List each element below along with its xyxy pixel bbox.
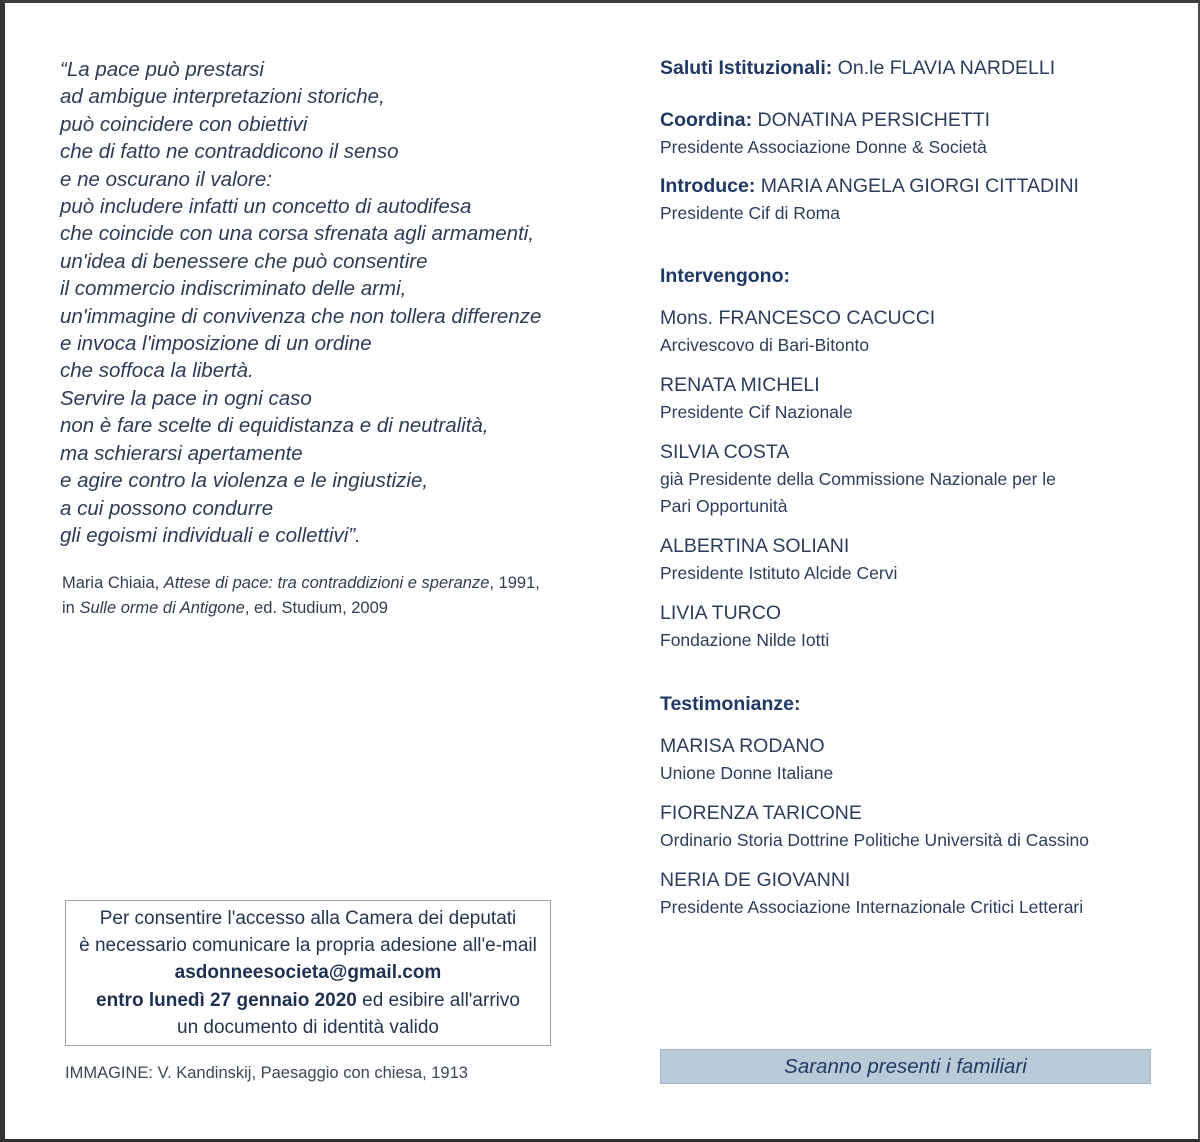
speaker-name: LIVIA TURCO bbox=[660, 602, 782, 624]
quote-line: ma schierarsi apertamente bbox=[60, 441, 303, 465]
email-address: asdonneesocieta@gmail.com bbox=[174, 962, 442, 984]
deadline-rest: ed esibire all'arrivo bbox=[356, 989, 520, 1011]
quote-line: e ne oscurano il valore: bbox=[60, 167, 272, 191]
speaker-role: Presidente Istituto Alcide Cervi bbox=[660, 563, 898, 583]
speaker-name: SILVIA COSTA bbox=[660, 441, 790, 463]
attribution-work-title: Attese di pace: tra contraddizioni e speranze bbox=[163, 574, 490, 592]
attribution-author: Maria Chiaia, bbox=[62, 574, 164, 592]
speaker-entry bbox=[660, 733, 1165, 787]
speaker-role: Unione Donne Italiane bbox=[660, 763, 834, 783]
access-line: è necessario comunicare la propria adesione all'e-mail bbox=[79, 935, 537, 957]
introduce-line bbox=[660, 173, 1165, 200]
quote-line: a cui possono condurre bbox=[60, 496, 274, 520]
quote-line: un'immagine di convivenza che non tollera differenze bbox=[60, 304, 542, 328]
quote-line: gli egoismi individuali e collettivi”. bbox=[60, 523, 361, 547]
speaker-entry bbox=[660, 600, 1165, 654]
program-saluti bbox=[660, 55, 1165, 82]
quote-line: che soffoca la libertà. bbox=[60, 359, 254, 383]
quote-line: e invoca l'imposizione di un ordine bbox=[60, 332, 372, 356]
speaker-name: FIORENZA TARICONE bbox=[660, 802, 862, 824]
section-title-intervengono: Intervengono: bbox=[660, 265, 790, 287]
saluti-label: Saluti Istituzionali: bbox=[660, 57, 833, 79]
deadline-date: entro lunedì 27 gennaio 2020 bbox=[96, 989, 357, 1011]
speaker-role: Fondazione Nilde Iotti bbox=[660, 630, 830, 650]
speaker-role: Presidente Cif Nazionale bbox=[660, 402, 853, 422]
attribution-publisher: , ed. Studium, 2009 bbox=[244, 599, 388, 617]
family-presence-banner: Saranno presenti i familiari bbox=[660, 1049, 1151, 1084]
coordina-label: Coordina: bbox=[660, 109, 753, 131]
speaker-name: ALBERTINA SOLIANI bbox=[660, 535, 850, 557]
quote-line: può includere infatti un concetto di autodifesa bbox=[60, 195, 472, 219]
speaker-entry bbox=[660, 372, 1165, 426]
coordina-value: DONATINA PERSICHETTI bbox=[752, 109, 991, 131]
program-introduce bbox=[660, 173, 1165, 227]
introduce-value: MARIA ANGELA GIORGI CITTADINI bbox=[755, 175, 1079, 197]
speaker-role: già Presidente della Commissione Nazionale per le Pari Opportunità bbox=[660, 469, 1056, 516]
quote-line: “La pace può prestarsi bbox=[60, 58, 264, 81]
speaker-name: RENATA MICHELI bbox=[660, 374, 820, 396]
access-deadline-line bbox=[66, 987, 550, 1014]
speaker-name: MARISA RODANO bbox=[660, 735, 825, 757]
quote-attribution bbox=[62, 571, 582, 621]
quote-line: un'idea di benessere che può consentire bbox=[60, 249, 428, 273]
section-title-testimonianze: Testimonianze: bbox=[660, 693, 801, 715]
peace-quote bbox=[60, 56, 580, 549]
program-coordina bbox=[660, 107, 1165, 161]
speaker-role: Ordinario Storia Dottrine Politiche Università di Cassino bbox=[660, 830, 1089, 850]
access-info-box bbox=[65, 900, 551, 1046]
access-line: Per consentire l'accesso alla Camera dei deputati bbox=[99, 907, 517, 929]
quote-line: Servire la pace in ogni caso bbox=[60, 386, 312, 410]
access-email bbox=[66, 959, 550, 986]
speaker-entry bbox=[660, 533, 1165, 587]
saluti-value: On.le FLAVIA NARDELLI bbox=[832, 57, 1056, 79]
quote-line: può coincidere con obiettivi bbox=[60, 112, 308, 136]
coordina-line bbox=[660, 107, 1165, 134]
speaker-name: Mons. FRANCESCO CACUCCI bbox=[660, 307, 936, 329]
quote-line: il commercio indiscriminato delle armi, bbox=[60, 277, 407, 301]
quote-line: che coincide con una corsa sfrenata agli armamenti, bbox=[60, 222, 535, 246]
attribution-year: , 1991, bbox=[489, 574, 540, 592]
speaker-entry bbox=[660, 305, 1165, 359]
access-line: un documento di identità valido bbox=[177, 1016, 439, 1038]
attribution-in: in bbox=[62, 599, 80, 617]
quote-line: ad ambigue interpretazioni storiche, bbox=[60, 85, 385, 109]
speaker-entry bbox=[660, 867, 1165, 921]
quote-line: non è fare scelte di equidistanza e di neutralità, bbox=[60, 414, 489, 438]
image-credit: IMMAGINE: V. Kandinskij, Paesaggio con chiesa, 1913 bbox=[65, 1064, 468, 1082]
attribution-collection-title: Sulle orme di Antigone bbox=[79, 599, 245, 617]
quote-line: e agire contro la violenza e le ingiustizie, bbox=[60, 469, 429, 493]
speaker-entry bbox=[660, 439, 1165, 520]
speaker-entry bbox=[660, 800, 1165, 854]
speaker-role: Presidente Associazione Internazionale Critici Letterari bbox=[660, 897, 1084, 917]
speaker-role: Arcivescovo di Bari-Bitonto bbox=[660, 335, 870, 355]
introduce-role: Presidente Cif di Roma bbox=[660, 203, 840, 223]
quote-line: che di fatto ne contraddicono il senso bbox=[60, 140, 399, 164]
coordina-role: Presidente Associazione Donne & Società bbox=[660, 137, 987, 157]
speaker-name: NERIA DE GIOVANNI bbox=[660, 869, 851, 891]
program-column bbox=[660, 55, 1165, 934]
introduce-label: Introduce: bbox=[660, 175, 756, 197]
